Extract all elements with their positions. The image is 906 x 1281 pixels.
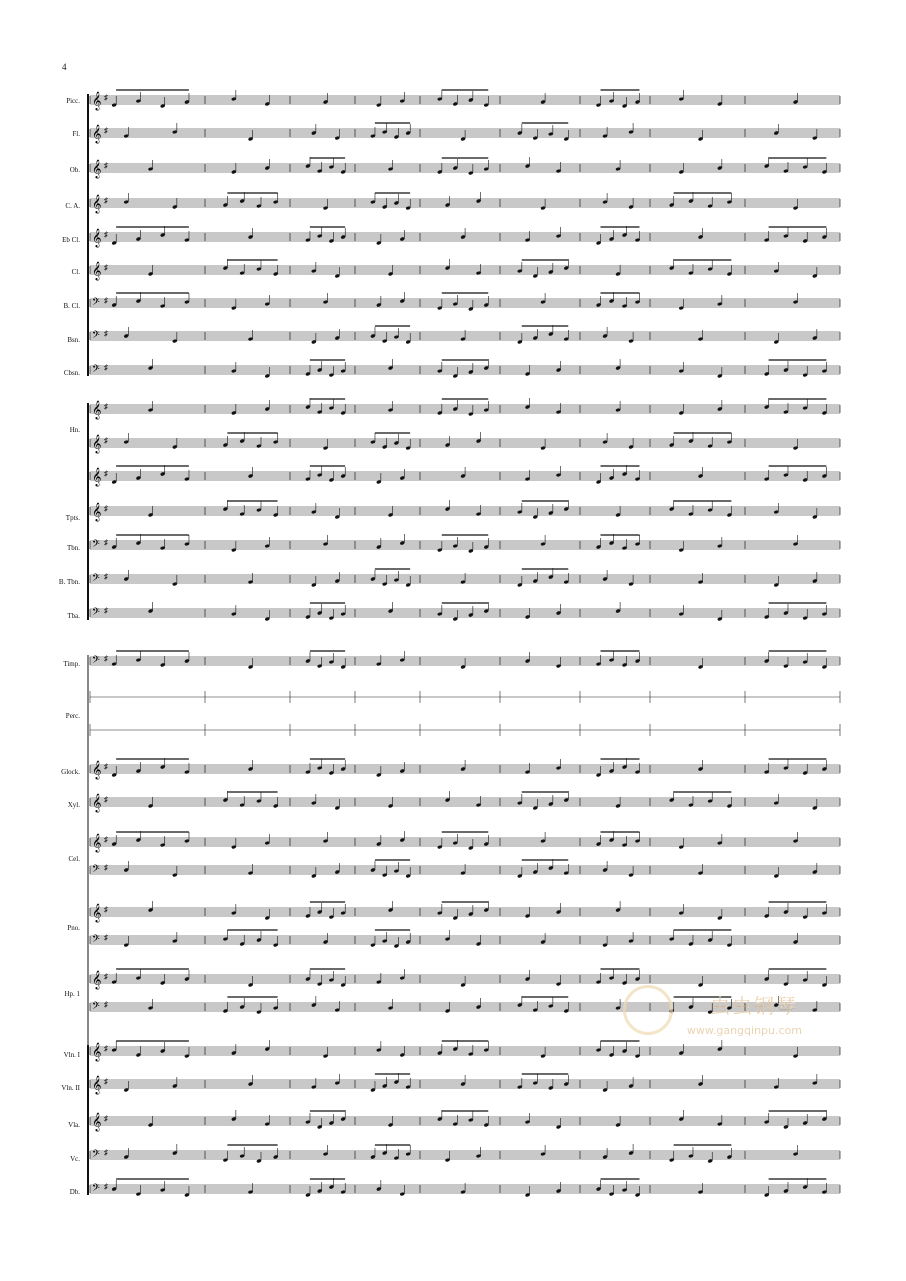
s4-0-key-sharp: ♯ — [104, 762, 108, 771]
label-ob: Ob. — [69, 166, 80, 174]
s2-3-key-sharp: ♯ — [104, 504, 108, 513]
label-xyl: Xyl. — [67, 801, 80, 809]
s4-8-treble-clef: 𝄞 — [92, 1042, 102, 1061]
s2-6-bass-clef: 𝄢 — [92, 606, 100, 620]
s2-5-bass-clef: 𝄢 — [92, 572, 100, 586]
label-ebcl: Eb Cl. — [62, 236, 80, 244]
label-vc: Vc. — [70, 1155, 80, 1163]
s1-7-bass-clef: 𝄢 — [92, 329, 100, 343]
s1-4-key-sharp: ♯ — [104, 230, 108, 239]
s4-7-key-sharp: ♯ — [104, 1000, 108, 1009]
s4-8-key-sharp: ♯ — [104, 1044, 108, 1053]
s4-11-bass-clef: 𝄢 — [92, 1148, 100, 1162]
s1-1-treble-clef: 𝄞 — [92, 124, 102, 143]
s2-1-treble-clef: 𝄞 — [92, 434, 102, 453]
s2-1-key-sharp: ♯ — [104, 436, 108, 445]
label-db: Db. — [69, 1188, 80, 1196]
watermark-logo — [623, 985, 673, 1035]
s1-4-treble-clef: 𝄞 — [92, 228, 102, 247]
label-pno: Pno. — [67, 924, 80, 932]
s1-2-treble-clef: 𝄞 — [92, 159, 102, 178]
s2-3-treble-clef: 𝄞 — [92, 502, 102, 521]
label-vln2: Vln. II — [61, 1084, 80, 1092]
s1-5-treble-clef: 𝄞 — [92, 261, 102, 280]
s4-11-key-sharp: ♯ — [104, 1148, 108, 1157]
label-vln1: Vln. I — [63, 1051, 80, 1059]
s4-6-treble-clef: 𝄞 — [92, 970, 102, 989]
s2-4-bass-clef: 𝄢 — [92, 538, 100, 552]
s1-8-key-sharp: ♯ — [104, 363, 108, 372]
s1-0-treble-clef: 𝄞 — [92, 91, 102, 110]
label-tbn: Tbn. — [66, 544, 80, 552]
s2-6-key-sharp: ♯ — [104, 606, 108, 615]
s4-12-key-sharp: ♯ — [104, 1182, 108, 1191]
s2-4-key-sharp: ♯ — [104, 538, 108, 547]
s4-10-key-sharp: ♯ — [104, 1114, 108, 1123]
s4-5-bass-clef: 𝄢 — [92, 933, 100, 947]
s4-7-bass-clef: 𝄢 — [92, 1000, 100, 1014]
label-fl: Fl. — [72, 130, 80, 138]
timp-key-sharp: ♯ — [104, 654, 108, 663]
s1-0-key-sharp: ♯ — [104, 93, 108, 102]
page-number: 4 — [62, 62, 67, 72]
s4-1-treble-clef: 𝄞 — [92, 793, 102, 812]
s4-3-bass-clef: 𝄢 — [92, 863, 100, 877]
timp-bass-clef: 𝄢 — [92, 654, 100, 668]
s4-9-treble-clef: 𝄞 — [92, 1075, 102, 1094]
s4-2-treble-clef: 𝄞 — [92, 833, 102, 852]
label-bsn: Bsn. — [67, 336, 80, 344]
s1-5-key-sharp: ♯ — [104, 263, 108, 272]
label-vla: Vla. — [68, 1121, 80, 1129]
s1-1-key-sharp: ♯ — [104, 126, 108, 135]
s2-0-treble-clef: 𝄞 — [92, 400, 102, 419]
s1-3-treble-clef: 𝄞 — [92, 194, 102, 213]
s4-3-key-sharp: ♯ — [104, 863, 108, 872]
s4-12-bass-clef: 𝄢 — [92, 1182, 100, 1196]
s4-2-key-sharp: ♯ — [104, 835, 108, 844]
label-tba: Tba. — [67, 612, 80, 620]
label-bcl: B. Cl. — [63, 302, 80, 310]
s1-8-bass-clef: 𝄢 — [92, 363, 100, 377]
label-tpts: Tpts. — [65, 514, 80, 522]
label-ca: C. A. — [65, 202, 80, 210]
s4-9-key-sharp: ♯ — [104, 1077, 108, 1086]
label-timp: Timp. — [63, 660, 80, 668]
s4-4-treble-clef: 𝄞 — [92, 903, 102, 922]
s4-0-treble-clef: 𝄞 — [92, 760, 102, 779]
s2-0-key-sharp: ♯ — [104, 402, 108, 411]
label-cbsn: Cbsn. — [63, 369, 80, 377]
label-perc: Perc. — [65, 712, 80, 720]
watermark-title: 虫虫钢琴 — [710, 994, 798, 1018]
s1-6-bass-clef: 𝄢 — [92, 296, 100, 310]
label-cl: Cl. — [71, 268, 80, 276]
s4-5-key-sharp: ♯ — [104, 933, 108, 942]
s1-7-key-sharp: ♯ — [104, 329, 108, 338]
s1-6-key-sharp: ♯ — [104, 296, 108, 305]
label-hn: Hn. — [69, 426, 80, 434]
s4-6-key-sharp: ♯ — [104, 972, 108, 981]
s1-3-key-sharp: ♯ — [104, 196, 108, 205]
s4-1-key-sharp: ♯ — [104, 795, 108, 804]
label-hp: Hp. 1 — [64, 990, 80, 998]
s1-2-key-sharp: ♯ — [104, 161, 108, 170]
s2-5-key-sharp: ♯ — [104, 572, 108, 581]
s4-10-treble-clef: 𝄞 — [92, 1112, 102, 1131]
s4-4-key-sharp: ♯ — [104, 905, 108, 914]
label-cel: Cel. — [68, 855, 80, 863]
label-btbn: B. Tbn. — [58, 578, 80, 586]
watermark-url: www.gangqinpu.com — [686, 1024, 802, 1037]
s2-2-treble-clef: 𝄞 — [92, 467, 102, 486]
label-picc: Picc. — [66, 97, 80, 105]
label-glock: Glock. — [61, 768, 80, 776]
s2-2-key-sharp: ♯ — [104, 469, 108, 478]
